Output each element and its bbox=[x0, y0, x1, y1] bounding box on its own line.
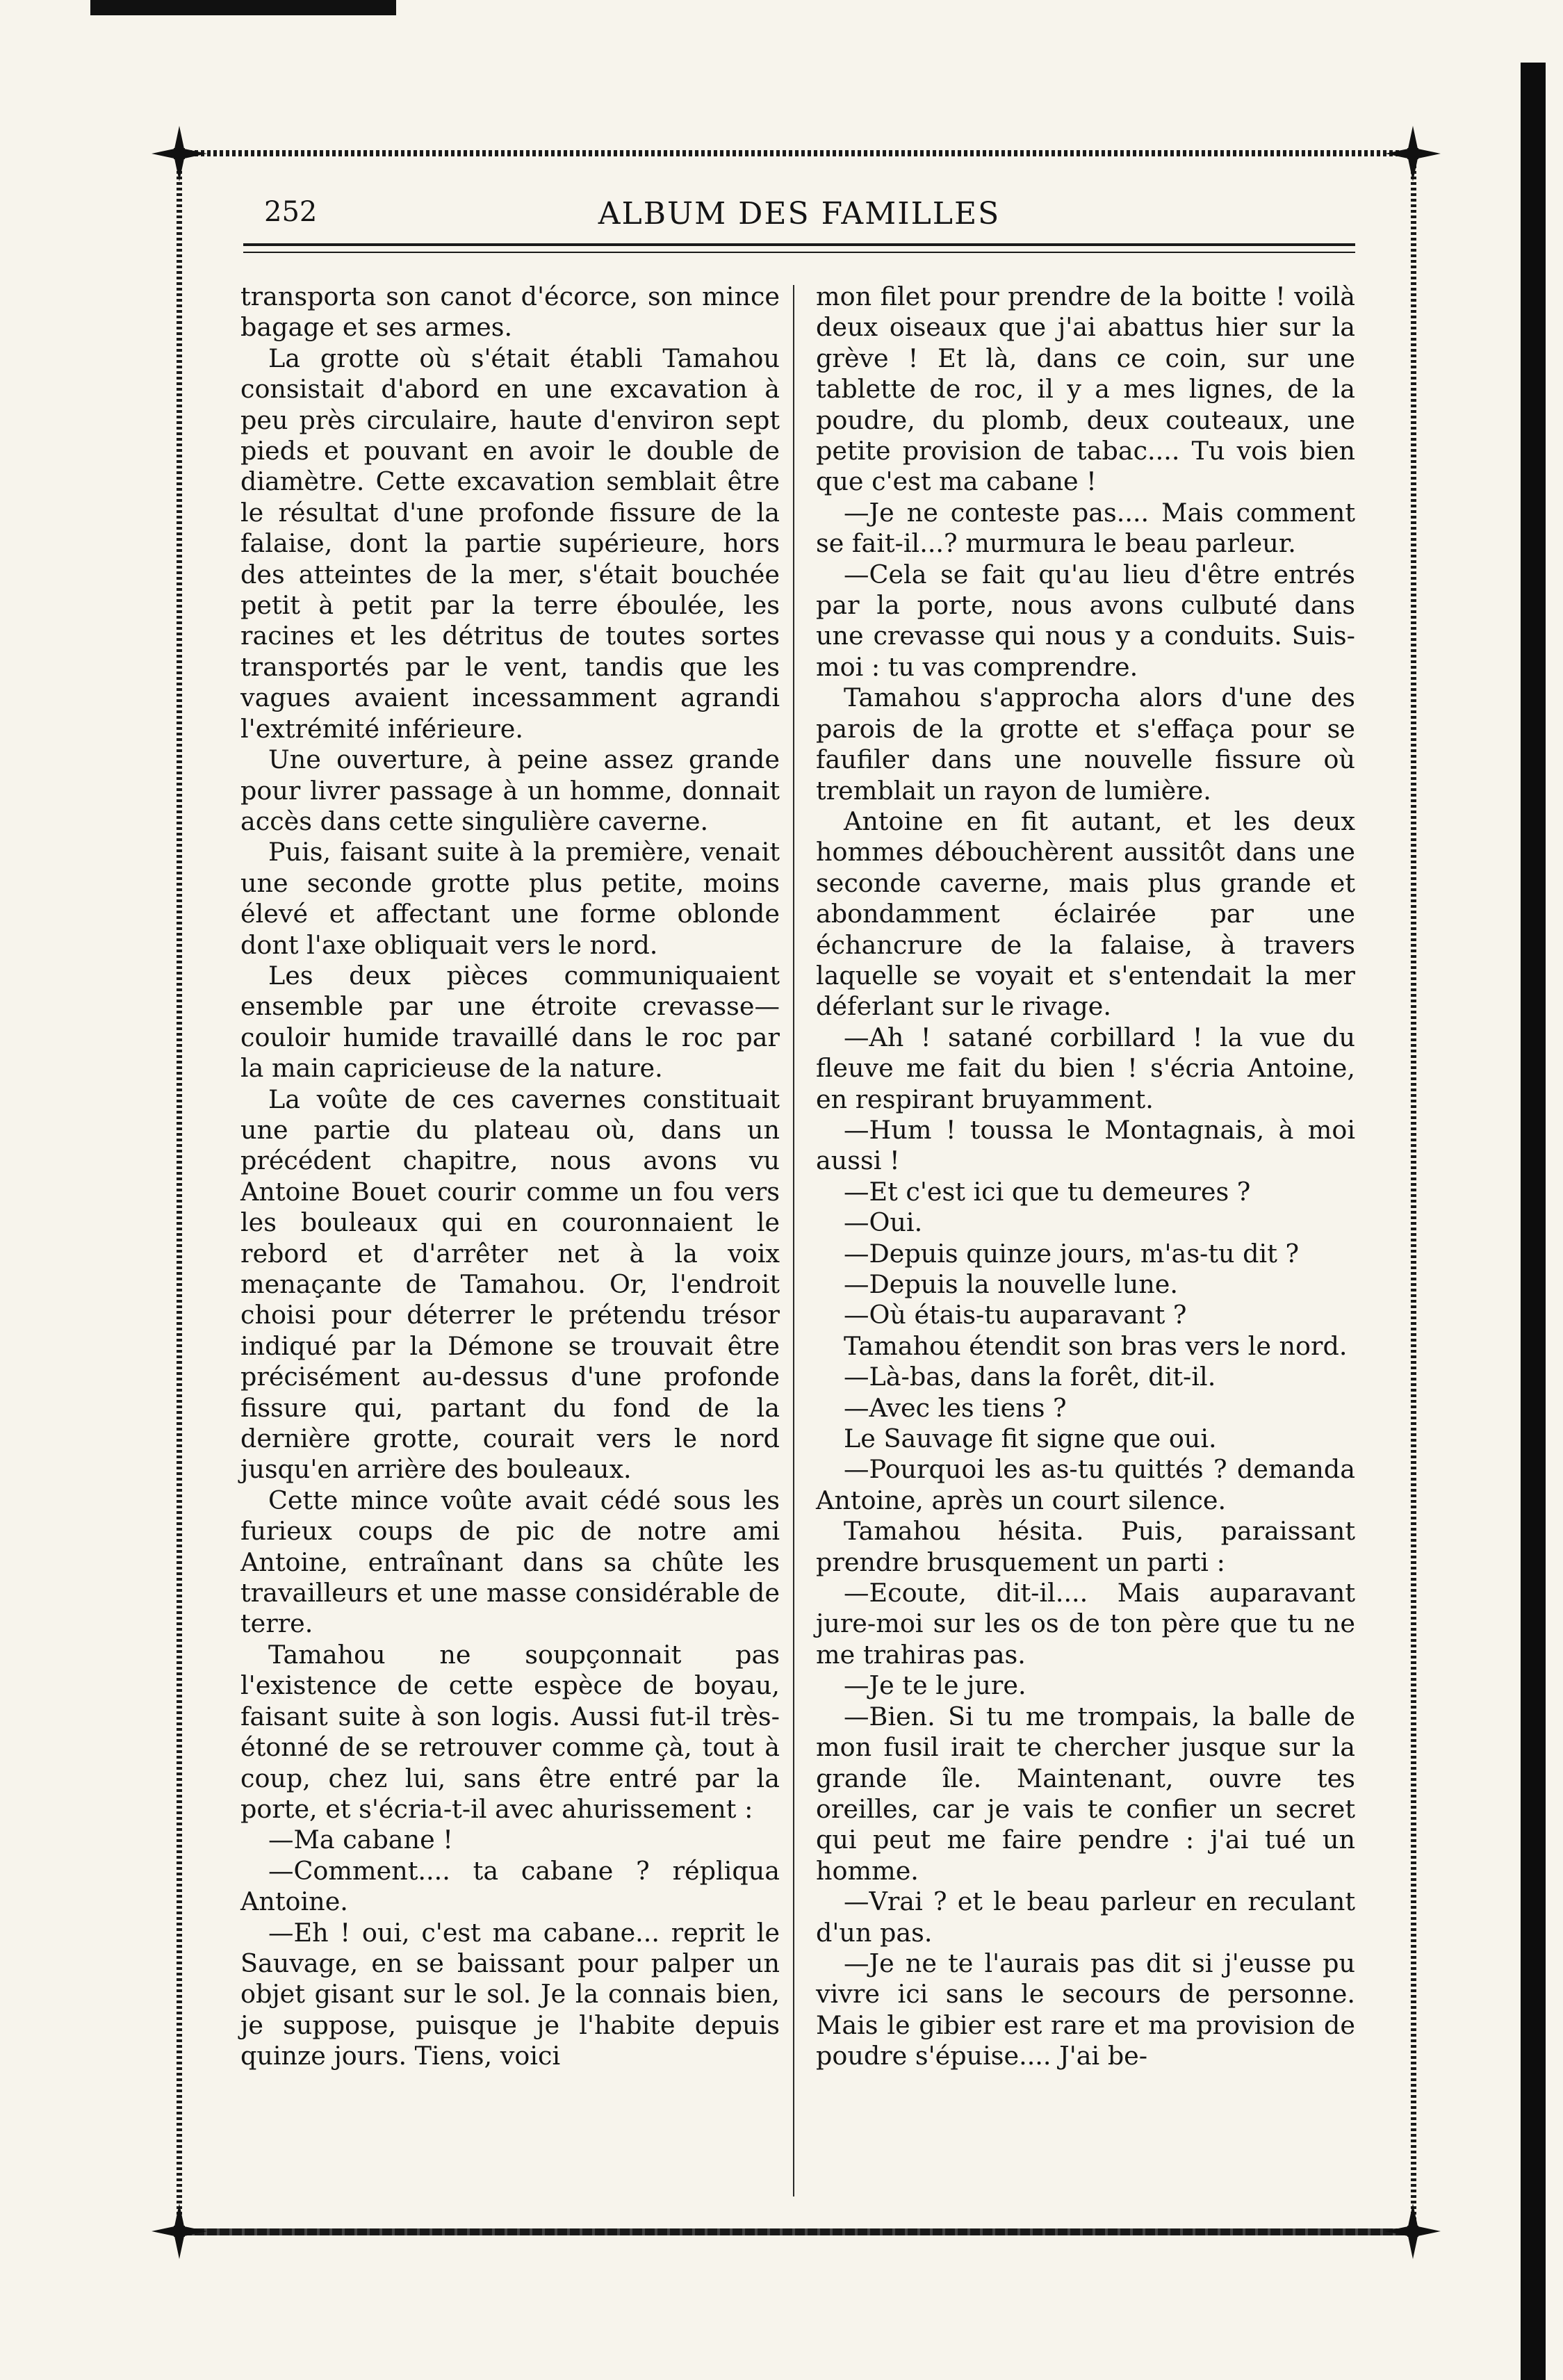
right-text-column bbox=[816, 282, 1355, 2072]
paragraph: —Je ne te l'aurais pas dit si j'eusse pu vivre ici sans le secours de personne. Mais le gibier est rare et ma provision de poudre s'épuise.... J'ai be- bbox=[816, 1948, 1355, 2071]
column-divider bbox=[793, 285, 794, 2196]
corner-ornament-icon bbox=[1382, 122, 1444, 185]
frame-top-rule bbox=[182, 150, 1405, 156]
paragraph: Le Sauvage fit signe que oui. bbox=[844, 1424, 1217, 1454]
paragraph: —Comment.... ta cabane ? répliqua Antoine. bbox=[240, 1855, 780, 1917]
paragraph: Tamahou étendit son bras vers le nord. bbox=[844, 1330, 1348, 1361]
paragraph: —Et c'est ici que tu demeures ? bbox=[844, 1176, 1251, 1207]
paragraph: Les deux pièces communiquaient ensemble par une étroite crevasse—couloir humide travaillé dans le roc par la main capricieuse de la nature. bbox=[240, 960, 780, 1084]
paragraph: —Bien. Si tu me trompais, la balle de mon fusil irait te chercher jusque sur la grande île. Maintenant, ouvre tes oreilles, car je vais te confier un secret qui peut me faire pendre : j'ai tué un homme. bbox=[816, 1701, 1355, 1886]
paragraph: La voûte de ces cavernes constituait une partie du plateau où, dans un précédent chapitre, nous avons vu Antoine Bouet courir comme un fou vers les bouleaux qui en couronnaient le rebord et d'arrêter net à la voix menaçante de Tamahou. Or, l'endroit choisi pour déterrer le prétendu trésor indiqué par la Démone se trouvait être précisément au-dessus d'une profonde fissure qui, partant du fond de la dernière grotte, courait vers le nord jusqu'en arrière des bouleaux. bbox=[240, 1084, 780, 1485]
top-ink-strip bbox=[90, 0, 396, 15]
paragraph: Antoine en fit autant, et les deux hommes débouchèrent aussitôt dans une seconde caverne, mais plus grande et abondamment éclairée par une échancrure de la falaise, à travers laquelle se voyait et s'entendait la mer déferlant sur le rivage. bbox=[816, 806, 1355, 1022]
frame-left-rule bbox=[177, 160, 182, 2224]
paragraph: transporta son canot d'écorce, son mince bagage et ses armes. bbox=[240, 282, 780, 343]
paragraph: —Ma cabane ! bbox=[268, 1825, 453, 1855]
corner-ornament-icon bbox=[148, 122, 211, 185]
paragraph: Cette mince voûte avait cédé sous les furieux coups de pic de notre ami Antoine, entraînant dans sa chûte les travailleurs et une masse considérable de terre. bbox=[240, 1485, 780, 1639]
header-rule-thin bbox=[243, 252, 1355, 253]
paragraph: —Vrai ? et le beau parleur en reculant d'un pas. bbox=[816, 1886, 1355, 1948]
paragraph: —Ecoute, dit-il.... Mais auparavant jure-moi sur les os de ton père que tu ne me trahiras pas. bbox=[816, 1578, 1355, 1670]
paragraph: Tamahou ne soupçonnait pas l'existence de cette espèce de boyau, faisant suite à son logis. Aussi fut-il très-étonné de se retrouver comme çà, tout à coup, chez lui, sans être entré par la porte, et s'écria-t-il avec ahurissement : bbox=[240, 1639, 780, 1824]
paragraph: —Là-bas, dans la forêt, dit-il. bbox=[844, 1362, 1216, 1392]
paragraph: —Ah ! satané corbillard ! la vue du fleuve me fait du bien ! s'écria Antoine, en respirant bruyamment. bbox=[816, 1022, 1355, 1114]
paragraph: —Je ne conteste pas.... Mais comment se fait-il...? murmura le beau parleur. bbox=[816, 497, 1355, 559]
paragraph: —Depuis quinze jours, m'as-tu dit ? bbox=[844, 1238, 1300, 1269]
paragraph: —Je te le jure. bbox=[844, 1670, 1026, 1701]
paragraph: Puis, faisant suite à la première, venait une seconde grotte plus petite, moins élevé et affectant une forme oblonde dont l'axe obliquait vers le nord. bbox=[240, 837, 780, 960]
paragraph: —Où étais-tu auparavant ? bbox=[844, 1300, 1187, 1330]
paragraph: —Pourquoi les as-tu quittés ? demanda Antoine, après un court silence. bbox=[816, 1454, 1355, 1515]
corner-ornament-icon bbox=[148, 2200, 211, 2263]
paragraph: —Cela se fait qu'au lieu d'être entrés par la porte, nous avons culbuté dans une crevasse qui nous y a conduits. Suis-moi : tu vas comprendre. bbox=[816, 559, 1355, 682]
corner-ornament-icon bbox=[1382, 2200, 1444, 2263]
page-header bbox=[243, 196, 1355, 238]
paragraph: La grotte où s'était établi Tamahou consistait d'abord en une excavation à peu près circulaire, haute d'environ sept pieds et pouvant en avoir le double de diamètre. Cette excavation semblait être le résultat d'une profonde fissure de la falaise, dont la partie supérieure, hors des atteintes de la mer, s'était bouchée petit à petit par la terre éboulée, les racines et les détritus de toutes sortes transportés par le vent, tandis que les vagues avaient incessamment agrandi l'extrémité inférieure. bbox=[240, 343, 780, 744]
paragraph: Une ouverture, à peine assez grande pour livrer passage à un homme, donnait accès dans cette singulière caverne. bbox=[240, 744, 780, 836]
running-title: ALBUM DES FAMILLES bbox=[598, 196, 1001, 231]
paragraph: —Eh ! oui, c'est ma cabane... reprit le Sauvage, en se baissant pour palper un objet gisant sur le sol. Je la connais bien, je suppose, puisque je l'habite depuis quinze jours. Tiens, voici bbox=[240, 1917, 780, 2071]
paragraph: Tamahou hésita. Puis, paraissant prendre brusquement un parti : bbox=[816, 1516, 1355, 1577]
paragraph: —Depuis la nouvelle lune. bbox=[844, 1269, 1178, 1299]
paragraph: —Hum ! toussa le Montagnais, à moi aussi ! bbox=[816, 1114, 1355, 1176]
paragraph: —Avec les tiens ? bbox=[844, 1392, 1067, 1423]
frame-right-rule bbox=[1411, 160, 1416, 2224]
frame-bottom-rule bbox=[182, 2228, 1405, 2235]
right-edge-bar bbox=[1521, 63, 1546, 2380]
page-number: 252 bbox=[264, 196, 318, 228]
paragraph: mon filet pour prendre de la boitte ! voilà deux oiseaux que j'ai abattus hier sur la grève ! Et là, dans ce coin, sur une tablette de roc, il y a mes lignes, de la poudre, du plomb, deux couteaux, une petite provision de tabac.... Tu vois bien que c'est ma cabane ! bbox=[816, 282, 1355, 497]
header-rule bbox=[243, 243, 1355, 246]
paragraph: —Oui. bbox=[844, 1207, 923, 1238]
left-text-column bbox=[240, 282, 780, 2072]
paragraph: Tamahou s'approcha alors d'une des parois de la grotte et s'effaça pour se faufiler dans une nouvelle fissure où tremblait un rayon de lumière. bbox=[816, 683, 1355, 806]
